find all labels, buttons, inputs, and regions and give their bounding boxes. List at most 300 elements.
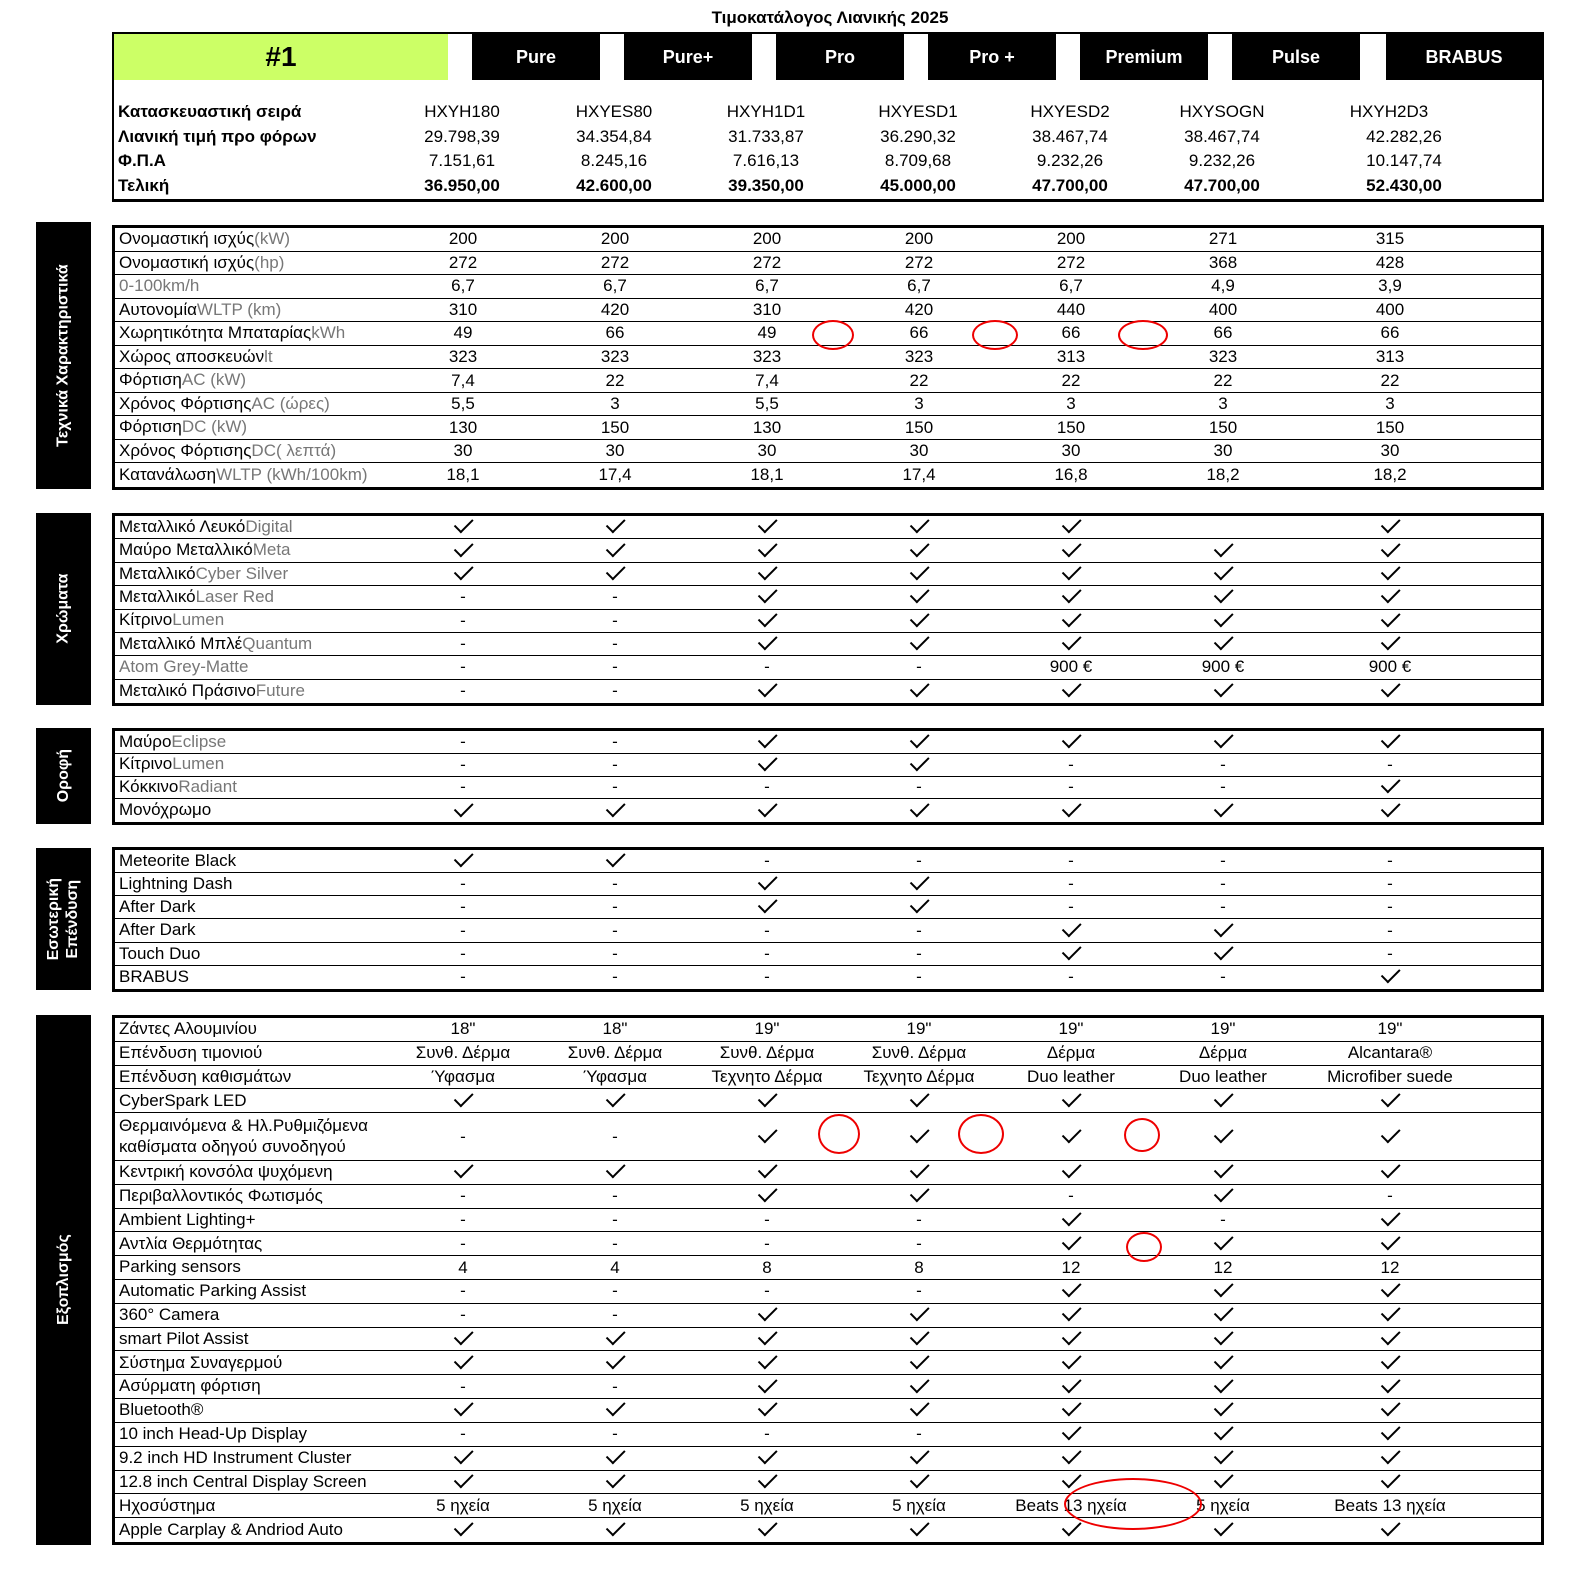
cell-value: - bbox=[764, 851, 770, 871]
row-label: Μεταλλικό Λευκό Digital bbox=[119, 516, 293, 536]
check-icon bbox=[844, 1351, 994, 1374]
check-icon bbox=[1148, 1304, 1298, 1327]
table-row bbox=[115, 656, 1541, 679]
cell-value: 19" bbox=[1377, 1019, 1403, 1039]
table-row bbox=[115, 1280, 1541, 1304]
check-icon bbox=[540, 850, 690, 872]
check-icon bbox=[996, 563, 1146, 585]
check-icon bbox=[692, 896, 842, 918]
cell-value: 200 bbox=[600, 229, 630, 249]
table-row bbox=[115, 369, 1541, 393]
check-icon bbox=[844, 516, 994, 538]
section-table bbox=[112, 728, 1544, 825]
cell-value: 3 bbox=[1218, 394, 1228, 414]
check-icon bbox=[844, 1328, 994, 1351]
cell-value: - bbox=[460, 731, 466, 751]
check-icon bbox=[1315, 1089, 1465, 1112]
cell-value: - bbox=[460, 1281, 466, 1301]
check-icon bbox=[1148, 680, 1298, 703]
row-label: Χρόνος Φόρτισης AC (ώρες) bbox=[119, 393, 330, 413]
check-icon bbox=[1148, 1113, 1298, 1160]
check-icon bbox=[844, 586, 994, 608]
section-label: Οροφή bbox=[36, 728, 91, 824]
cell-value: 49 bbox=[453, 323, 473, 343]
cell-value: 12 bbox=[1380, 1257, 1400, 1277]
check-icon bbox=[388, 563, 538, 585]
check-icon bbox=[1315, 777, 1465, 799]
check-icon bbox=[388, 1328, 538, 1351]
cell-value: 17,4 bbox=[598, 465, 632, 485]
cell-value: - bbox=[612, 731, 618, 751]
cell-value: 313 bbox=[1375, 346, 1405, 366]
cell-value: - bbox=[916, 1209, 922, 1229]
price-cell: 36.950,00 bbox=[424, 175, 500, 195]
row-label: Μεταλλικό Laser Red bbox=[119, 587, 275, 607]
check-icon bbox=[1315, 563, 1465, 585]
cell-value: Δέρμα bbox=[1198, 1043, 1248, 1063]
cell-value: 6,7 bbox=[907, 276, 931, 296]
row-label: Μεταλλικό Cyber Silver bbox=[119, 563, 289, 583]
row-label: 0-100km/h bbox=[119, 276, 200, 296]
cell-value: 22 bbox=[1213, 370, 1233, 390]
cell-value: - bbox=[1220, 851, 1226, 871]
check-icon bbox=[388, 1447, 538, 1470]
cell-value: - bbox=[612, 1209, 618, 1229]
cell-value: - bbox=[612, 967, 618, 987]
cell-value: 4 bbox=[458, 1257, 468, 1277]
price-cell: 9.232,26 bbox=[1036, 151, 1104, 170]
check-icon bbox=[1315, 1328, 1465, 1351]
section-label: Τεχνικά Χαρακτηριστικά bbox=[36, 222, 91, 489]
check-icon bbox=[1315, 633, 1465, 655]
cell-value: Microfiber suede bbox=[1327, 1067, 1453, 1087]
annotation-circle bbox=[958, 1114, 1004, 1154]
price-table bbox=[112, 80, 1544, 202]
annotation-circle bbox=[818, 1114, 860, 1154]
row-label: Μεταλικό Πράσινο Future bbox=[119, 681, 305, 701]
cell-value: - bbox=[1220, 967, 1226, 987]
cell-value: 5 ηχεία bbox=[1196, 1495, 1250, 1515]
cell-value: - bbox=[764, 943, 770, 963]
price-cell: 7.616,13 bbox=[732, 151, 800, 170]
check-icon bbox=[844, 1089, 994, 1112]
check-icon bbox=[692, 1399, 842, 1422]
row-label: Χωρητικότητα Μπαταρίας kWh bbox=[119, 323, 346, 343]
price-cell: 8.245,16 bbox=[580, 151, 648, 170]
check-icon bbox=[1315, 1518, 1465, 1542]
row-label: Apple Carplay & Andriod Auto bbox=[119, 1519, 343, 1539]
cell-value: 313 bbox=[1056, 346, 1086, 366]
check-icon bbox=[1315, 516, 1465, 538]
check-icon bbox=[1315, 1447, 1465, 1470]
cell-value: - bbox=[460, 1305, 466, 1325]
table-row bbox=[115, 799, 1541, 822]
table-row bbox=[115, 228, 1541, 252]
check-icon bbox=[692, 1375, 842, 1398]
cell-value: - bbox=[1068, 897, 1074, 917]
annotation-circle bbox=[1064, 1478, 1202, 1530]
cell-value: 428 bbox=[1375, 252, 1405, 272]
check-icon bbox=[1315, 1399, 1465, 1422]
cell-value: - bbox=[1387, 897, 1393, 917]
check-icon bbox=[1315, 1471, 1465, 1494]
cell-value: - bbox=[916, 777, 922, 797]
price-cell: 36.290,32 bbox=[880, 126, 956, 146]
check-icon bbox=[844, 799, 994, 822]
cell-value: - bbox=[764, 920, 770, 940]
cell-value: 18" bbox=[602, 1019, 628, 1039]
cell-value: - bbox=[1387, 851, 1393, 871]
table-row bbox=[115, 463, 1541, 487]
check-icon bbox=[996, 1209, 1146, 1232]
check-icon bbox=[844, 731, 994, 753]
cell-value: - bbox=[1387, 754, 1393, 774]
cell-value: - bbox=[916, 920, 922, 940]
cell-value: - bbox=[1220, 1209, 1226, 1229]
document-title: Τιμοκατάλογος Λιανικής 2025 bbox=[711, 8, 949, 27]
row-label: Τελική bbox=[118, 175, 170, 195]
check-icon bbox=[388, 539, 538, 561]
check-icon bbox=[1148, 1375, 1298, 1398]
cell-value: - bbox=[1068, 1186, 1074, 1206]
cell-value: 12 bbox=[1213, 1257, 1233, 1277]
row-label: Touch Duo bbox=[119, 943, 201, 963]
cell-value: - bbox=[612, 1305, 618, 1325]
cell-value: 323 bbox=[904, 346, 934, 366]
price-cell: 47.700,00 bbox=[1032, 175, 1108, 195]
cell-value: 3 bbox=[1385, 394, 1395, 414]
cell-value: 272 bbox=[448, 252, 478, 272]
cell-value: - bbox=[612, 897, 618, 917]
table-row bbox=[115, 777, 1541, 800]
cell-value: - bbox=[1220, 754, 1226, 774]
cell-value: - bbox=[916, 657, 922, 677]
check-icon bbox=[996, 633, 1146, 655]
cell-value: 272 bbox=[904, 252, 934, 272]
price-row bbox=[114, 174, 1542, 198]
check-icon bbox=[1148, 1447, 1298, 1470]
table-row bbox=[115, 1209, 1541, 1233]
cell-value: - bbox=[460, 681, 466, 701]
row-label: Automatic Parking Assist bbox=[119, 1281, 307, 1301]
trim-pulse: Pulse bbox=[1232, 34, 1360, 80]
row-label: Ηχοσύστημα bbox=[119, 1495, 216, 1515]
cell-value: 900 € bbox=[1049, 657, 1093, 677]
row-label: After Dark bbox=[119, 920, 196, 940]
row-label: Κίτρινο Lumen bbox=[119, 754, 225, 774]
price-cell: HXYH2D3 bbox=[1349, 102, 1429, 121]
cell-value: 66 bbox=[1213, 323, 1233, 343]
cell-value: - bbox=[460, 777, 466, 797]
table-row bbox=[115, 896, 1541, 919]
check-icon bbox=[692, 539, 842, 561]
cell-value: 3 bbox=[914, 394, 924, 414]
trim-pure: Pure bbox=[472, 34, 600, 80]
row-label: Μαύρο Eclipse bbox=[119, 731, 227, 751]
check-icon bbox=[1315, 1232, 1465, 1255]
check-icon bbox=[540, 1518, 690, 1542]
cell-value: - bbox=[612, 777, 618, 797]
cell-value: Συνθ. Δέρμα bbox=[567, 1043, 663, 1063]
cell-value: - bbox=[460, 610, 466, 630]
cell-value: - bbox=[460, 943, 466, 963]
cell-value: - bbox=[1387, 920, 1393, 940]
section-label: Χρώματα bbox=[36, 513, 91, 705]
check-icon bbox=[1315, 1351, 1465, 1374]
row-label: Ζάντες Αλουμινίου bbox=[119, 1019, 257, 1039]
table-row bbox=[115, 1423, 1541, 1447]
cell-value: - bbox=[916, 967, 922, 987]
row-label: Μαύρο Μεταλλικό Meta bbox=[119, 540, 291, 560]
check-icon bbox=[692, 1161, 842, 1184]
check-icon bbox=[692, 563, 842, 585]
cell-value: - bbox=[460, 1209, 466, 1229]
cell-value: 12 bbox=[1061, 1257, 1081, 1277]
cell-value: 30 bbox=[605, 441, 625, 461]
cell-value: 323 bbox=[1208, 346, 1238, 366]
check-icon bbox=[996, 1375, 1146, 1398]
check-icon bbox=[1315, 731, 1465, 753]
check-icon bbox=[388, 1471, 538, 1494]
table-row bbox=[115, 252, 1541, 276]
cell-value: Duo leather bbox=[1027, 1067, 1115, 1087]
cell-value: 150 bbox=[1208, 417, 1238, 437]
cell-value: 310 bbox=[752, 299, 782, 319]
cell-value: 3,9 bbox=[1378, 276, 1402, 296]
table-row bbox=[115, 873, 1541, 896]
cell-value: Δέρμα bbox=[1046, 1043, 1096, 1063]
trim-premium: Premium bbox=[1080, 34, 1208, 80]
cell-value: 66 bbox=[1061, 323, 1081, 343]
check-icon bbox=[844, 1399, 994, 1422]
cell-value: 18,2 bbox=[1206, 465, 1240, 485]
price-cell: 10.147,74 bbox=[1366, 151, 1442, 170]
table-row bbox=[115, 680, 1541, 703]
cell-value: - bbox=[460, 1233, 466, 1253]
check-icon bbox=[996, 731, 1146, 753]
cell-value: - bbox=[1387, 874, 1393, 894]
cell-value: 22 bbox=[1061, 370, 1081, 390]
cell-value: - bbox=[612, 634, 618, 654]
trim-brabus: BRABUS bbox=[1386, 34, 1542, 80]
check-icon bbox=[540, 1399, 690, 1422]
cell-value: 30 bbox=[909, 441, 929, 461]
check-icon bbox=[996, 1328, 1146, 1351]
cell-value: 5 ηχεία bbox=[892, 1495, 946, 1515]
cell-value: 900 € bbox=[1201, 657, 1245, 677]
check-icon bbox=[1315, 1375, 1465, 1398]
cell-value: - bbox=[612, 1376, 618, 1396]
cell-value: 6,7 bbox=[1059, 276, 1083, 296]
check-icon bbox=[540, 1328, 690, 1351]
table-row bbox=[115, 563, 1541, 586]
check-icon bbox=[540, 1089, 690, 1112]
cell-value: 17,4 bbox=[902, 465, 936, 485]
cell-value: - bbox=[612, 1281, 618, 1301]
table-row bbox=[115, 610, 1541, 633]
check-icon bbox=[1148, 943, 1298, 965]
check-icon bbox=[996, 680, 1146, 703]
check-icon bbox=[996, 1304, 1146, 1327]
cell-value: - bbox=[764, 1281, 770, 1301]
check-icon bbox=[692, 1185, 842, 1208]
table-row bbox=[115, 1304, 1541, 1328]
cell-value: - bbox=[612, 1126, 618, 1146]
cell-value: 19" bbox=[754, 1019, 780, 1039]
check-icon bbox=[1148, 1328, 1298, 1351]
cell-value: 3 bbox=[1066, 394, 1076, 414]
check-icon bbox=[844, 680, 994, 703]
cell-value: 420 bbox=[600, 299, 630, 319]
cell-value: - bbox=[764, 657, 770, 677]
price-cell: HXYESD2 bbox=[1030, 102, 1110, 121]
cell-value: 368 bbox=[1208, 252, 1238, 272]
row-label: Φόρτιση DC (kW) bbox=[119, 417, 248, 437]
price-cell: 42.282,26 bbox=[1366, 126, 1442, 146]
check-icon bbox=[692, 1328, 842, 1351]
cell-value: 19" bbox=[1058, 1019, 1084, 1039]
cell-value: Alcantara® bbox=[1347, 1043, 1433, 1063]
check-icon bbox=[1148, 1399, 1298, 1422]
trim-pro: Pro bbox=[776, 34, 904, 80]
table-row bbox=[115, 1018, 1541, 1042]
row-label: Μεταλλικό Μπλέ Quantum bbox=[119, 633, 313, 653]
cell-value: 5 ηχεία bbox=[588, 1495, 642, 1515]
cell-value: - bbox=[1220, 897, 1226, 917]
table-row bbox=[115, 299, 1541, 323]
price-cell: 34.354,84 bbox=[576, 126, 652, 146]
cell-value: - bbox=[612, 657, 618, 677]
check-icon bbox=[844, 1471, 994, 1494]
cell-value: 3 bbox=[610, 394, 620, 414]
price-cell: 38.467,74 bbox=[1184, 126, 1260, 146]
price-cell: 52.430,00 bbox=[1366, 175, 1442, 195]
section-table bbox=[112, 513, 1544, 706]
cell-value: Συνθ. Δέρμα bbox=[719, 1043, 815, 1063]
price-cell: 39.350,00 bbox=[728, 175, 804, 195]
table-row bbox=[115, 1494, 1541, 1518]
cell-value: 200 bbox=[1056, 229, 1086, 249]
cell-value: - bbox=[1220, 777, 1226, 797]
check-icon bbox=[844, 1185, 994, 1208]
cell-value: 8 bbox=[914, 1257, 924, 1277]
cell-value: - bbox=[612, 754, 618, 774]
price-cell: 29.798,39 bbox=[424, 126, 500, 146]
check-icon bbox=[996, 1351, 1146, 1374]
cell-value: 150 bbox=[1056, 417, 1086, 437]
cell-value: 323 bbox=[600, 346, 630, 366]
cell-value: - bbox=[460, 874, 466, 894]
check-icon bbox=[1148, 1351, 1298, 1374]
trim-header bbox=[112, 32, 1544, 80]
cell-value: 8 bbox=[762, 1257, 772, 1277]
check-icon bbox=[1148, 633, 1298, 655]
cell-value: - bbox=[460, 1186, 466, 1206]
row-label: Κατασκευαστική σειρά bbox=[118, 102, 302, 121]
table-row bbox=[115, 1518, 1541, 1542]
table-row bbox=[115, 1185, 1541, 1209]
cell-value: 400 bbox=[1375, 299, 1405, 319]
cell-value: 66 bbox=[909, 323, 929, 343]
cell-value: 5 ηχεία bbox=[436, 1495, 490, 1515]
price-cell: 42.600,00 bbox=[576, 175, 652, 195]
price-cell: 45.000,00 bbox=[880, 175, 956, 195]
cell-value: 30 bbox=[1213, 441, 1233, 461]
check-icon bbox=[692, 1304, 842, 1327]
check-icon bbox=[1148, 731, 1298, 753]
check-icon bbox=[1315, 539, 1465, 561]
cell-value: 30 bbox=[757, 441, 777, 461]
cell-value: 6,7 bbox=[603, 276, 627, 296]
cell-value: - bbox=[764, 1233, 770, 1253]
section-label: Εξοπλισμός bbox=[36, 1015, 91, 1545]
row-label: After Dark bbox=[119, 897, 196, 917]
row-label: 360° Camera bbox=[119, 1305, 220, 1325]
row-label: Ambient Lighting+ bbox=[119, 1209, 256, 1229]
cell-value: Beats 13 ηχεία bbox=[1334, 1495, 1446, 1515]
cell-value: Τεχνητο Δέρμα bbox=[711, 1067, 823, 1087]
check-icon bbox=[844, 896, 994, 918]
cell-value: 4,9 bbox=[1211, 276, 1235, 296]
check-icon bbox=[540, 563, 690, 585]
row-label: BRABUS bbox=[119, 967, 189, 987]
cell-value: 66 bbox=[605, 323, 625, 343]
cell-value: - bbox=[1068, 874, 1074, 894]
check-icon bbox=[996, 1161, 1146, 1184]
cell-value: 5 ηχεία bbox=[740, 1495, 794, 1515]
annotation-circle bbox=[1118, 320, 1168, 350]
check-icon bbox=[1315, 966, 1465, 989]
cell-value: 900 € bbox=[1368, 657, 1412, 677]
check-icon bbox=[996, 610, 1146, 632]
cell-value: - bbox=[764, 777, 770, 797]
row-label: Ονομαστική ισχύς (hp) bbox=[119, 252, 285, 272]
row-label: Περιβαλλοντικός Φωτισμός bbox=[119, 1185, 323, 1205]
check-icon bbox=[1315, 1161, 1465, 1184]
check-icon bbox=[388, 1089, 538, 1112]
table-row bbox=[115, 275, 1541, 299]
check-icon bbox=[996, 516, 1146, 538]
cell-value: - bbox=[764, 967, 770, 987]
table-row bbox=[115, 1089, 1541, 1113]
cell-value: 150 bbox=[1375, 417, 1405, 437]
row-label: CyberSpark LED bbox=[119, 1090, 247, 1110]
row-label: Λιανική τιμή προ φόρων bbox=[118, 126, 317, 146]
cell-value: - bbox=[612, 874, 618, 894]
section-table bbox=[112, 847, 1544, 992]
cell-value: - bbox=[1068, 967, 1074, 987]
cell-value bbox=[1148, 516, 1298, 538]
cell-value: 19" bbox=[1210, 1019, 1236, 1039]
row-label: Meteorite Black bbox=[119, 850, 237, 870]
cell-value: - bbox=[460, 1424, 466, 1444]
table-row bbox=[115, 1161, 1541, 1185]
check-icon bbox=[692, 1089, 842, 1112]
cell-value: 16,8 bbox=[1054, 465, 1088, 485]
check-icon bbox=[388, 850, 538, 872]
check-icon bbox=[1148, 799, 1298, 822]
check-icon bbox=[692, 799, 842, 822]
table-row bbox=[115, 1328, 1541, 1352]
row-label: Κεντρική κονσόλα ψυχόμενη bbox=[119, 1162, 333, 1182]
check-icon bbox=[540, 539, 690, 561]
table-row bbox=[115, 633, 1541, 656]
cell-value: - bbox=[916, 1233, 922, 1253]
table-row bbox=[115, 1232, 1541, 1256]
price-cell: 47.700,00 bbox=[1184, 175, 1260, 195]
row-label: Atom Grey-Matte bbox=[119, 657, 249, 677]
price-row bbox=[114, 100, 1542, 124]
